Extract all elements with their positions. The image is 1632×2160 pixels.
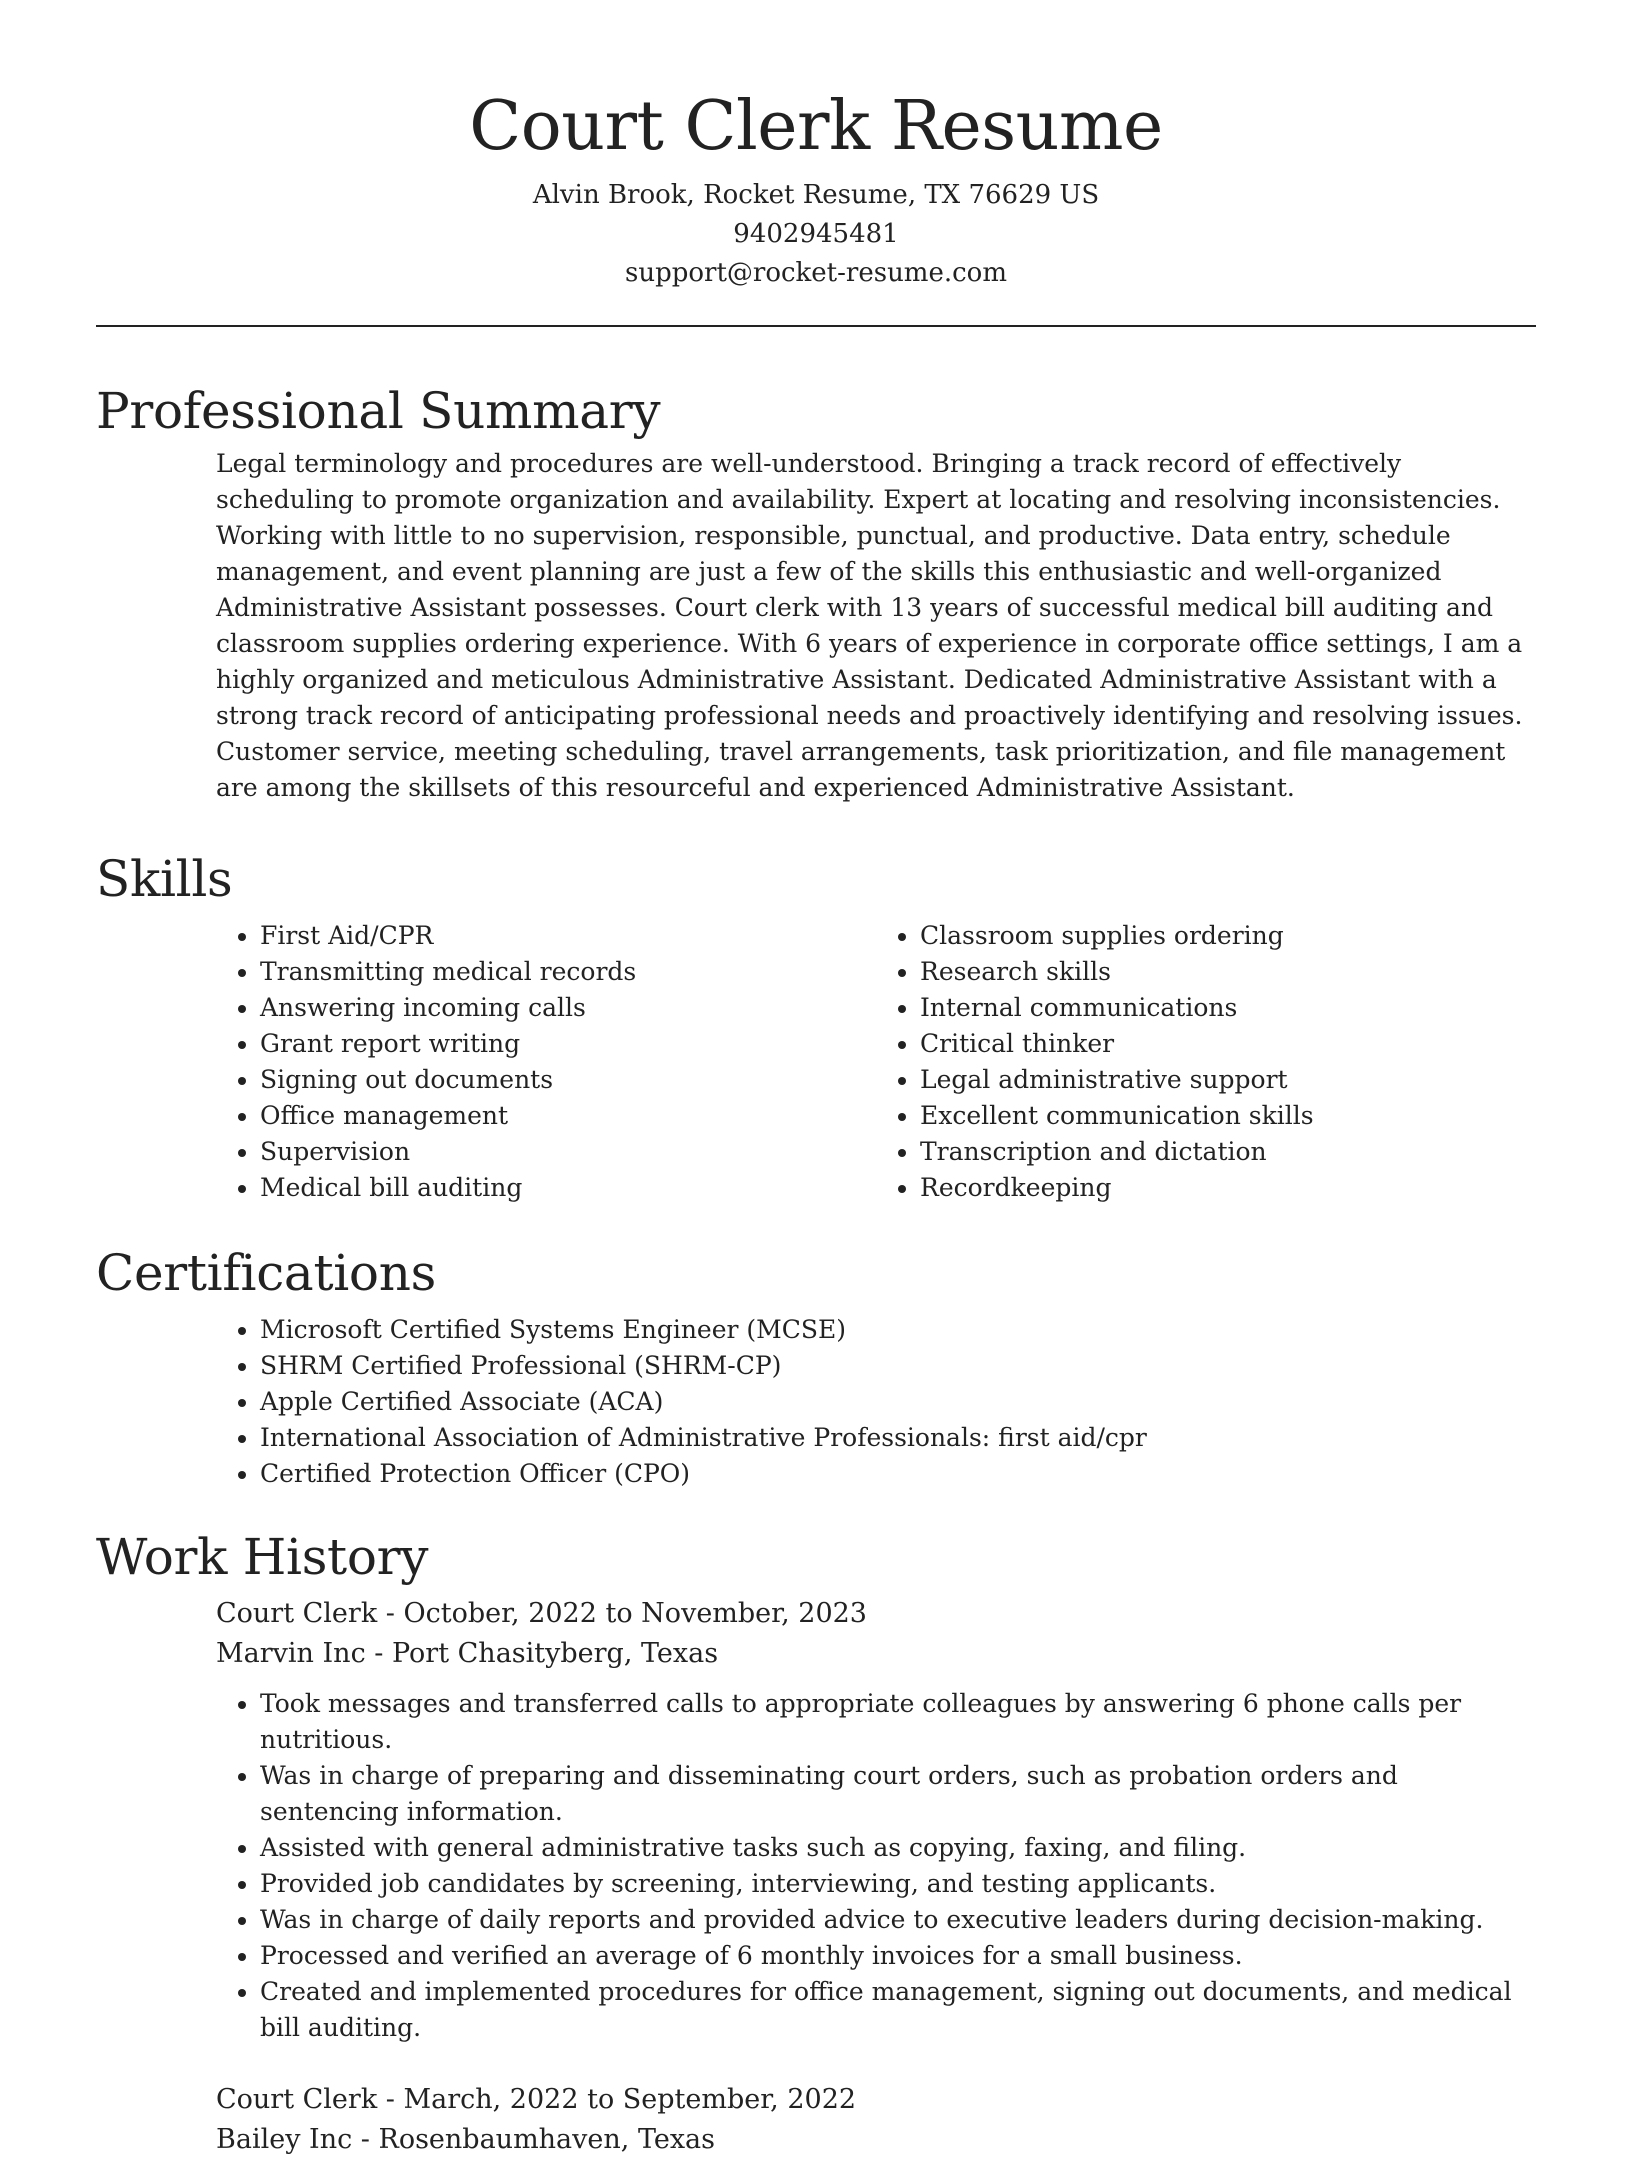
certifications-section bbox=[96, 1242, 1536, 1492]
list-item: • Processed and verified an average of 6 monthly invoices for a small business. bbox=[260, 1938, 1536, 1974]
certifications-heading: Certifications bbox=[96, 1244, 436, 1302]
list-item: • Took messages and transferred calls to appropriate colleagues by answering 6 phone calls per nutritious. bbox=[260, 1686, 1536, 1758]
list-item: • SHRM Certified Professional (SHRM-CP) bbox=[260, 1348, 1536, 1384]
list-item: • Supervision bbox=[260, 1134, 876, 1170]
list-item: • Legal administrative support bbox=[920, 1062, 1536, 1098]
certifications-list bbox=[216, 1312, 1536, 1492]
list-item: • Medical bill auditing bbox=[260, 1170, 876, 1206]
job-title: Court Clerk - March, 2022 to September, 2022 bbox=[216, 2084, 857, 2115]
contact-address: Alvin Brook, Rocket Resume, TX 76629 US bbox=[532, 180, 1100, 210]
work-history-section bbox=[96, 1526, 1536, 2160]
resume-page bbox=[96, 0, 1536, 2155]
list-item: • Provided job candidates by screening, interviewing, and testing applicants. bbox=[260, 1866, 1536, 1902]
list-item: • Transcription and dictation bbox=[920, 1134, 1536, 1170]
summary-section bbox=[96, 380, 1536, 806]
skills-list-left bbox=[216, 918, 876, 1206]
page-title: Court Clerk Resume bbox=[469, 87, 1163, 166]
job-entry bbox=[216, 2080, 1536, 2160]
list-item: • Transmitting medical records bbox=[260, 954, 876, 990]
list-item: • Recordkeeping bbox=[920, 1170, 1536, 1206]
list-item: • Classroom supplies ordering bbox=[920, 918, 1536, 954]
work-history-heading: Work History bbox=[96, 1528, 429, 1586]
job-duties-list bbox=[216, 1686, 1536, 2046]
contact-email: support@rocket-resume.com bbox=[624, 258, 1007, 288]
job-company: Marvin Inc - Port Chasityberg, Texas bbox=[216, 1638, 719, 1669]
list-item: • First Aid/CPR bbox=[260, 918, 876, 954]
contact-phone: 9402945481 bbox=[733, 219, 899, 249]
list-item: • International Association of Administrative Professionals: first aid/cpr bbox=[260, 1420, 1536, 1456]
list-item: • Signing out documents bbox=[260, 1062, 876, 1098]
list-item: • Grant report writing bbox=[260, 1026, 876, 1062]
list-item: • Internal communications bbox=[920, 990, 1536, 1026]
skills-section bbox=[96, 848, 1536, 1206]
list-item: • Certified Protection Officer (CPO) bbox=[260, 1456, 1536, 1492]
contact-info bbox=[96, 176, 1536, 293]
skills-heading: Skills bbox=[96, 850, 233, 908]
list-item: • Answering incoming calls bbox=[260, 990, 876, 1026]
summary-heading: Professional Summary bbox=[96, 382, 661, 440]
list-item: • Apple Certified Associate (ACA) bbox=[260, 1384, 1536, 1420]
list-item: • Office management bbox=[260, 1098, 876, 1134]
skills-list-right bbox=[876, 918, 1536, 1206]
header-divider bbox=[96, 325, 1536, 327]
list-item: • Was in charge of daily reports and provided advice to executive leaders during decision-making. bbox=[260, 1902, 1536, 1938]
list-item: • Research skills bbox=[920, 954, 1536, 990]
list-item: • Excellent communication skills bbox=[920, 1098, 1536, 1134]
list-item: • Microsoft Certified Systems Engineer (MCSE) bbox=[260, 1312, 1536, 1348]
job-entry bbox=[216, 1594, 1536, 2046]
summary-text: Legal terminology and procedures are well-understood. Bringing a track record of effectively scheduling to promote organization and availability. Expert at locating and resolving inconsistencies. Working with little to no supervision, responsible, punctual, and productive. Data entry, schedule management, and event planning are just a few of the skills this enthusiastic and well-organized Administrative Assistant possesses. Court clerk with 13 years of successful medical bill auditing and classroom supplies ordering experience. With 6 years of experience in corporate office settings, I am a highly organized and meticulous Administrative Assistant. Dedicated Administrative Assistant with a strong track record of anticipating professional needs and proactively identifying and resolving issues. Customer service, meeting scheduling, travel arrangements, task prioritization, and file management are among the skillsets of this resourceful and experienced Administrative Assistant. bbox=[216, 449, 1523, 802]
list-item: • Was in charge of preparing and disseminating court orders, such as probation orders and sentencing information. bbox=[260, 1758, 1536, 1830]
job-company: Bailey Inc - Rosenbaumhaven, Texas bbox=[216, 2124, 716, 2155]
job-title: Court Clerk - October, 2022 to November, 2023 bbox=[216, 1598, 867, 1629]
list-item: • Assisted with general administrative tasks such as copying, faxing, and filing. bbox=[260, 1830, 1536, 1866]
list-item: • Created and implemented procedures for office management, signing out documents, and medical bill auditing. bbox=[260, 1974, 1536, 2046]
list-item: • Critical thinker bbox=[920, 1026, 1536, 1062]
